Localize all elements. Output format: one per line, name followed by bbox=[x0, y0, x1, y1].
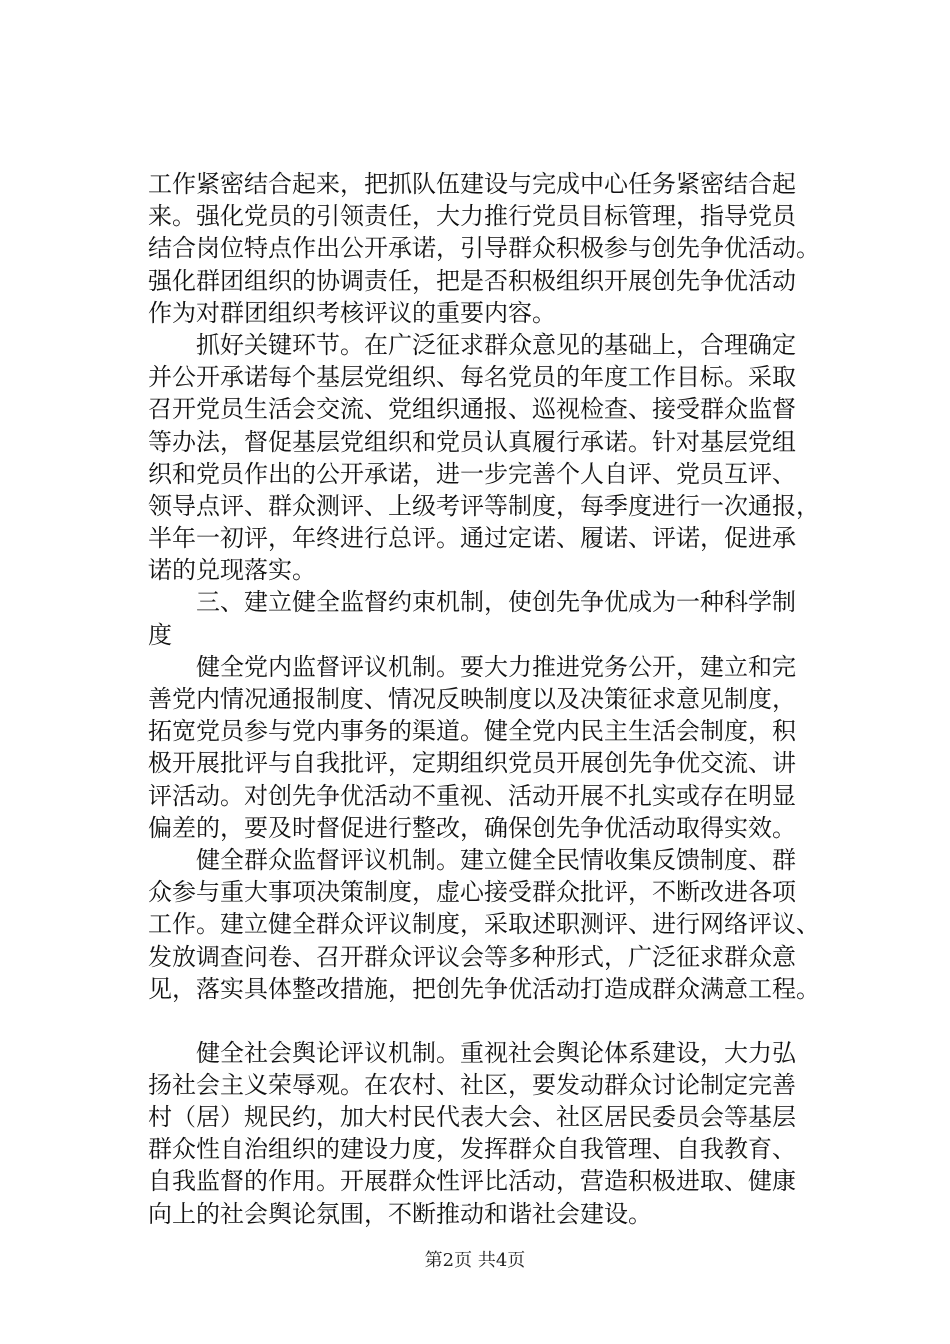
text-line: 诺的兑现落实。 bbox=[148, 556, 316, 585]
section-heading-line: 三、建立健全监督约束机制，使创先争优成为一种科学制 bbox=[148, 588, 796, 617]
text-line: 等办法，督促基层党组织和党员认真履行承诺。针对基层党组 bbox=[148, 427, 796, 456]
text-line: 健全群众监督评议机制。建立健全民情收集反馈制度、群 bbox=[148, 845, 796, 874]
text-line: 领导点评、群众测评、上级考评等制度，每季度进行一次通报， bbox=[148, 491, 820, 520]
text-line: 抓好关键环节。在广泛征求群众意见的基础上，合理确定 bbox=[148, 330, 796, 359]
page-number-footer: 第2页 共4页 bbox=[424, 1250, 526, 1271]
text-line: 健全党内监督评议机制。要大力推进党务公开，建立和完 bbox=[148, 652, 796, 681]
text-line: 见，落实具体整改措施，把创先争优活动打造成群众满意工程。 bbox=[148, 974, 820, 1003]
text-line: 召开党员生活会交流、党组织通报、巡视检查、接受群众监督 bbox=[148, 395, 796, 424]
text-line: 工作。建立健全群众评议制度，采取述职测评、进行网络评议、 bbox=[148, 910, 820, 939]
text-line: 发放调查问卷、召开群众评议会等多种形式，广泛征求群众意 bbox=[148, 942, 796, 971]
text-line: 群众性自治组织的建设力度，发挥群众自我管理、自我教育、 bbox=[148, 1135, 796, 1164]
text-line: 村（居）规民约，加大村民代表大会、社区居民委员会等基层 bbox=[148, 1103, 796, 1132]
text-line: 拓宽党员参与党内事务的渠道。健全党内民主生活会制度，积 bbox=[148, 717, 796, 746]
text-line: 工作紧密结合起来，把抓队伍建设与完成中心任务紧密结合起 bbox=[148, 170, 796, 198]
text-line: 结合岗位特点作出公开承诺，引导群众积极参与创先争优活动。 bbox=[148, 234, 820, 263]
text-line: 扬社会主义荣辱观。在农村、社区，要发动群众讨论制定完善 bbox=[148, 1070, 796, 1099]
text-line: 自我监督的作用。开展群众性评比活动，营造积极进取、健康 bbox=[148, 1167, 796, 1196]
text-line: 强化群团组织的协调责任，把是否积极组织开展创先争优活动 bbox=[148, 266, 796, 295]
text-line: 众参与重大事项决策制度，虚心接受群众批评，不断改进各项 bbox=[148, 878, 796, 907]
text-line: 半年一初评，年终进行总评。通过定诺、履诺、评诺，促进承 bbox=[148, 524, 796, 553]
text-line: 评活动。对创先争优活动不重视、活动开展不扎实或存在明显 bbox=[148, 781, 796, 810]
text-line: 向上的社会舆论氛围，不断推动和谐社会建设。 bbox=[148, 1199, 652, 1228]
text-line: 健全社会舆论评议机制。重视社会舆论体系建设，大力弘 bbox=[148, 1038, 796, 1067]
text-line: 织和党员作出的公开承诺，进一步完善个人自评、党员互评、 bbox=[148, 459, 796, 488]
text-line: 来。强化党员的引领责任，大力推行党员目标管理，指导党员 bbox=[148, 202, 796, 231]
text-line: 作为对群团组织考核评议的重要内容。 bbox=[148, 298, 556, 327]
text-line: 并公开承诺每个基层党组织、每名党员的年度工作目标。采取 bbox=[148, 363, 796, 392]
document-body bbox=[148, 168, 838, 1230]
text-line: 极开展批评与自我批评，定期组织党员开展创先争优交流、讲 bbox=[148, 749, 796, 778]
text-line: 善党内情况通报制度、情况反映制度以及决策征求意见制度， bbox=[148, 685, 796, 713]
section-heading-line: 度 bbox=[148, 620, 172, 649]
text-line: 偏差的，要及时督促进行整改，确保创先争优活动取得实效。 bbox=[148, 813, 796, 842]
